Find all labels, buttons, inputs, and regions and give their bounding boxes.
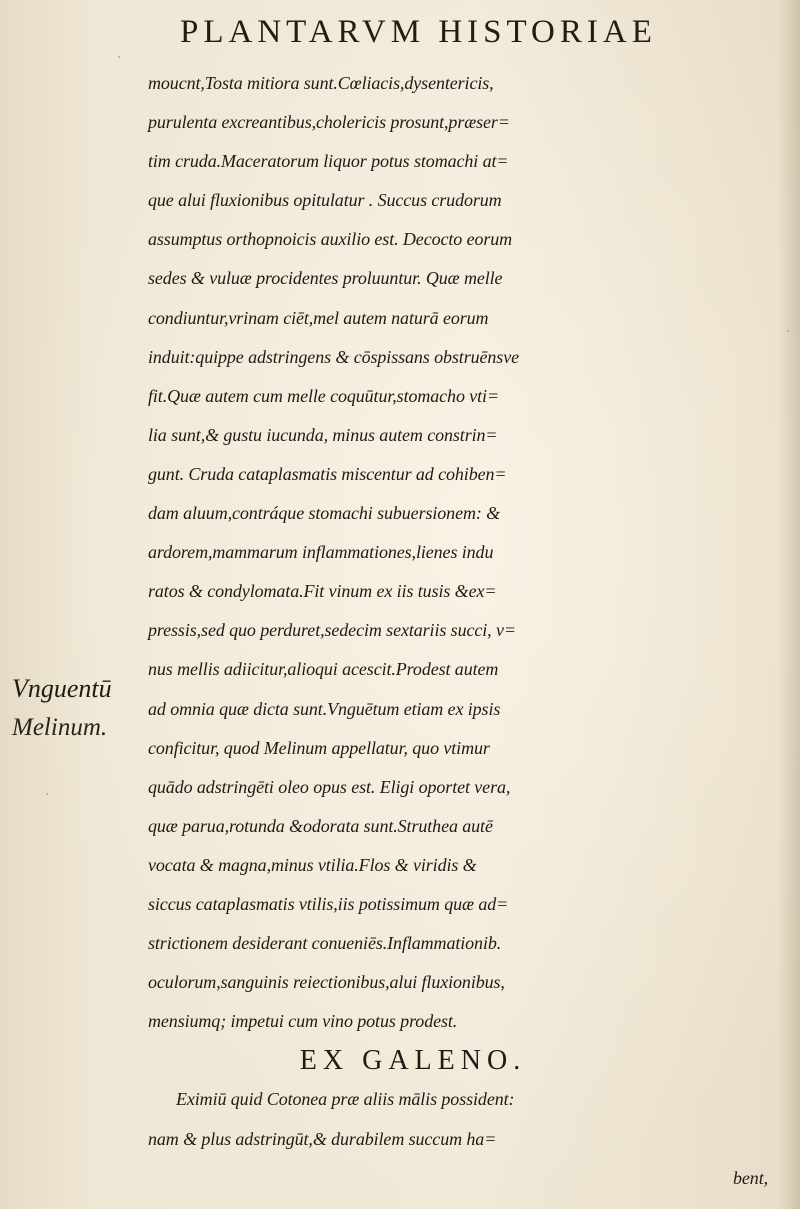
text-line: purulenta excreantibus,cholericis prosunt,præser= [148, 112, 510, 133]
text-line: assumptus orthopnoicis auxilio est. Decocto eorum [148, 229, 513, 250]
margin-note-melinum: Melinum. [12, 714, 108, 741]
text-line: nus mellis adiicitur,alioqui acescit.Prodest autem [148, 659, 499, 680]
text-line: oculorum,sanguinis reiectionibus,alui fluxionibus, [148, 972, 505, 993]
text-line: ratos & condylomata.Fit vinum ex iis tusis &ex= [148, 581, 497, 602]
text-line: pressis,sed quo perduret,sedecim sextariis succi, v= [148, 620, 516, 641]
text-line: quæ parua,rotunda &odorata sunt.Struthea autē [148, 815, 493, 836]
text-line: Eximiū quid Cotonea præ aliis mālis possident: [176, 1089, 515, 1110]
text-line: condiuntur,vrinam ciēt,mel autem naturā eorum [148, 307, 489, 328]
paper-speck [787, 330, 789, 332]
text-line: tim cruda.Maceratorum liquor potus stomachi at= [148, 151, 509, 172]
body-text [148, 64, 788, 1198]
text-line: sedes & vuluæ procidentes proluuntur. Quæ melle [148, 268, 503, 289]
text-line: ardorem,mammarum inflammationes,lienes indu [148, 542, 494, 563]
text-line: lia sunt,& gustu iucunda, minus autem constrin= [148, 424, 498, 445]
text-line: fit.Quæ autem cum melle coquūtur,stomacho vti= [148, 385, 499, 406]
section-heading: EX GALENO. [299, 1045, 527, 1077]
running-header: PLANTARVM HISTORIAE [180, 14, 657, 50]
margin-note-unguentum: Vnguentū [12, 674, 112, 703]
text-line: induit:quippe adstringens & cōspissans obstruēnsve [148, 346, 519, 367]
text-line: ad omnia quæ dicta sunt.Vnguētum etiam ex ipsis [148, 698, 501, 719]
catchword-line: bent, [733, 1167, 768, 1188]
paper-speck [118, 56, 120, 58]
text-line: quādo adstringēti oleo opus est. Eligi oportet vera, [148, 776, 511, 797]
text-line: moucnt,Tosta mitiora sunt.Cœliacis,dysentericis, [148, 73, 494, 93]
text-line: mensiumq; impetui cum vino potus prodest. [148, 1011, 458, 1032]
text-line: strictionem desiderant conueniēs.Inflammationib. [148, 933, 502, 954]
text-line: siccus cataplasmatis vtilis,iis potissimum quæ ad= [148, 893, 509, 914]
text-line: conficitur, quod Melinum appellatur, quo vtimur [148, 737, 490, 758]
paper-speck [46, 793, 48, 795]
text-line: nam & plus adstringūt,& durabilem succum ha= [148, 1128, 497, 1149]
text-line: dam aluum,contráque stomachi subuersionem: & [148, 503, 501, 524]
text-line: que alui fluxionibus opitulatur . Succus crudorum [148, 190, 502, 211]
text-line: vocata & magna,minus vtilia.Flos & viridis & [148, 854, 477, 875]
text-line: gunt. Cruda cataplasmatis miscentur ad cohiben= [148, 463, 507, 484]
